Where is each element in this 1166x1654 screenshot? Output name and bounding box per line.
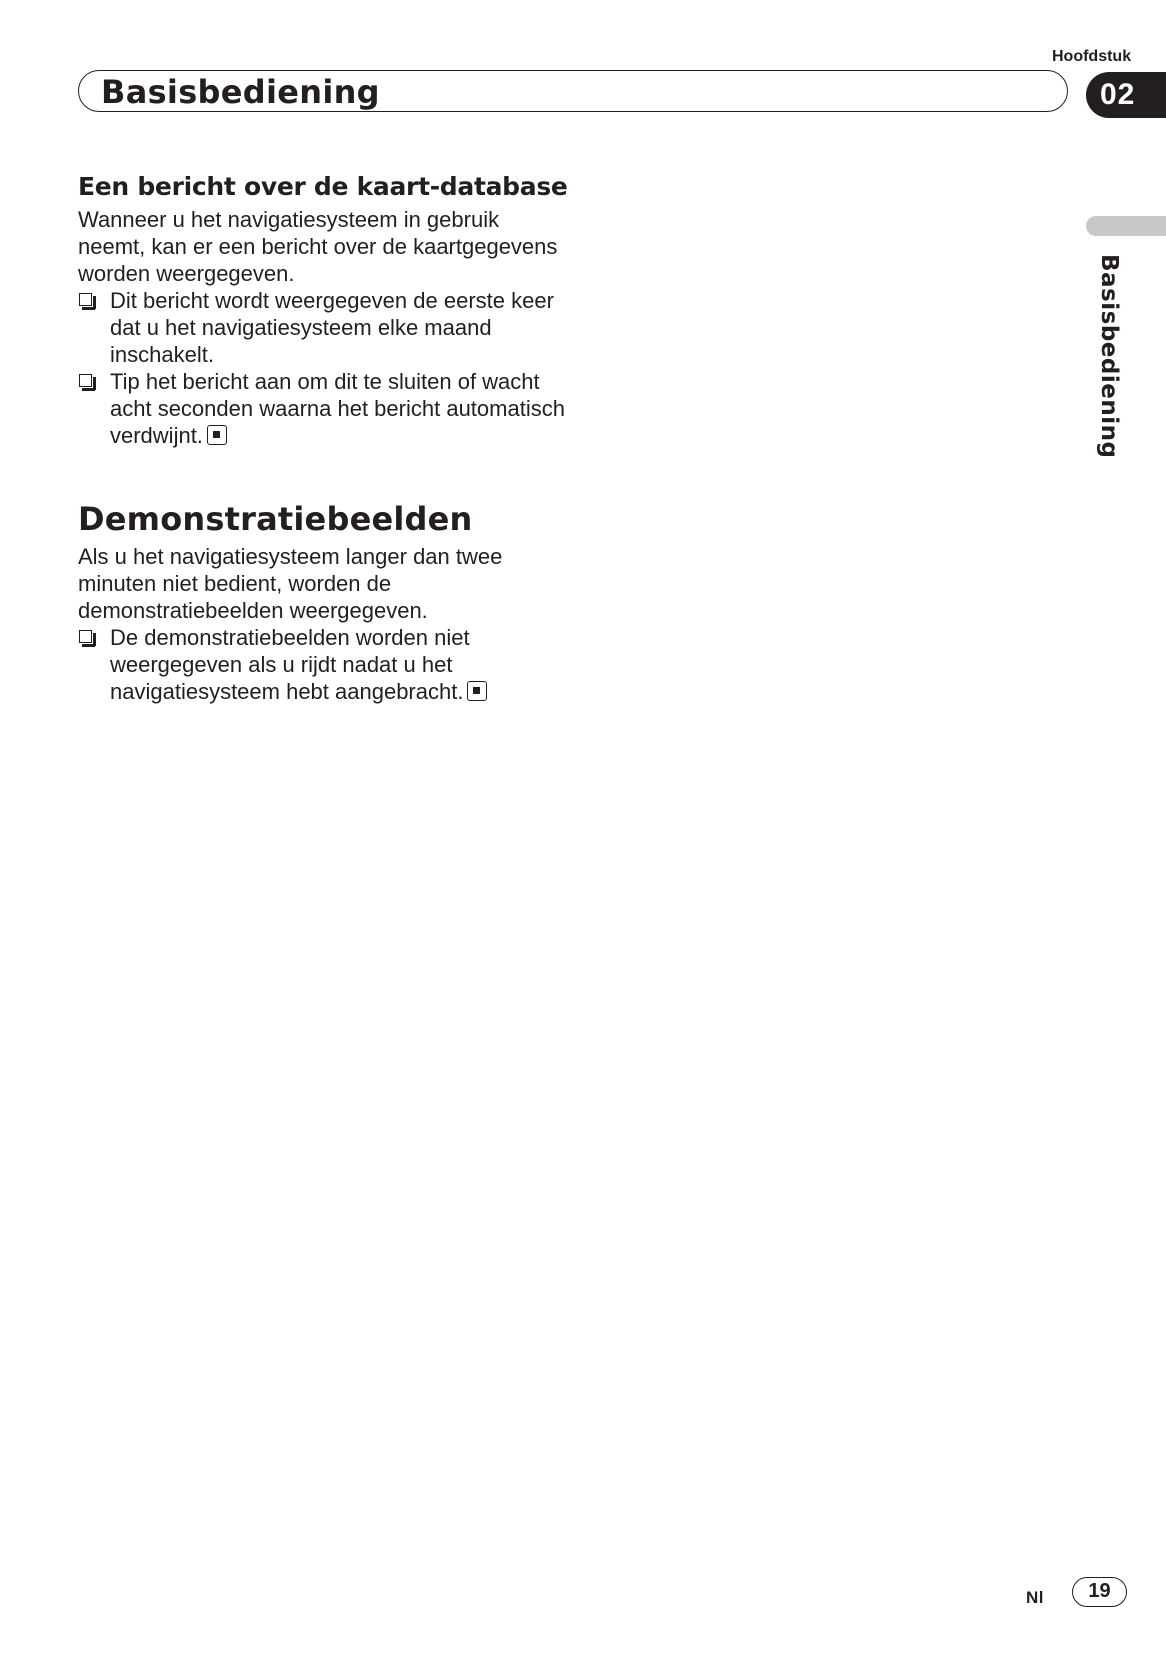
note-bullet-icon bbox=[79, 293, 92, 306]
list-item-text: De demonstratiebeelden worden niet weergegeven als u rijdt nadat u het navigatiesysteem hebt aangebracht. bbox=[110, 625, 470, 704]
chapter-label: Hoofdstuk bbox=[1052, 48, 1132, 65]
note-bullet-icon bbox=[79, 630, 92, 643]
section-heading: Een bericht over de kaart-database bbox=[78, 172, 568, 201]
section-paragraph: Wanneer u het navigatiesysteem in gebruik neemt, kan er een bericht over de kaartgegevens worden weergegeven. bbox=[78, 207, 558, 286]
list-item-text: Dit bericht wordt weergegeven de eerste keer dat u het navigatiesysteem elke maand inschakelt. bbox=[110, 288, 554, 367]
list-item bbox=[78, 368, 568, 449]
section-demo-images bbox=[78, 499, 568, 705]
side-chapter-label: Basisbediening bbox=[1096, 254, 1122, 459]
side-tab-marker bbox=[1086, 216, 1166, 236]
note-list bbox=[78, 624, 568, 705]
end-of-section-icon bbox=[467, 681, 487, 701]
list-item bbox=[78, 624, 568, 705]
list-item bbox=[78, 287, 568, 368]
chapter-number: 02 bbox=[1100, 78, 1136, 111]
note-bullet-icon bbox=[79, 374, 92, 387]
section-map-database bbox=[78, 170, 568, 449]
section-paragraph: Als u het navigatiesysteem langer dan twee minuten niet bedient, worden de demonstratiebeelden weergegeven. bbox=[78, 544, 503, 623]
end-of-section-icon bbox=[207, 425, 227, 445]
page-number: 19 bbox=[1072, 1577, 1127, 1607]
list-item-text: Tip het bericht aan om dit te sluiten of wacht acht seconden waarna het bericht automatisch verdwijnt. bbox=[110, 369, 565, 448]
note-list bbox=[78, 287, 568, 449]
section-heading: Demonstratiebeelden bbox=[78, 500, 473, 538]
main-content bbox=[78, 170, 568, 705]
page-title: Basisbediening bbox=[101, 73, 380, 111]
language-code: Nl bbox=[1026, 1588, 1044, 1607]
